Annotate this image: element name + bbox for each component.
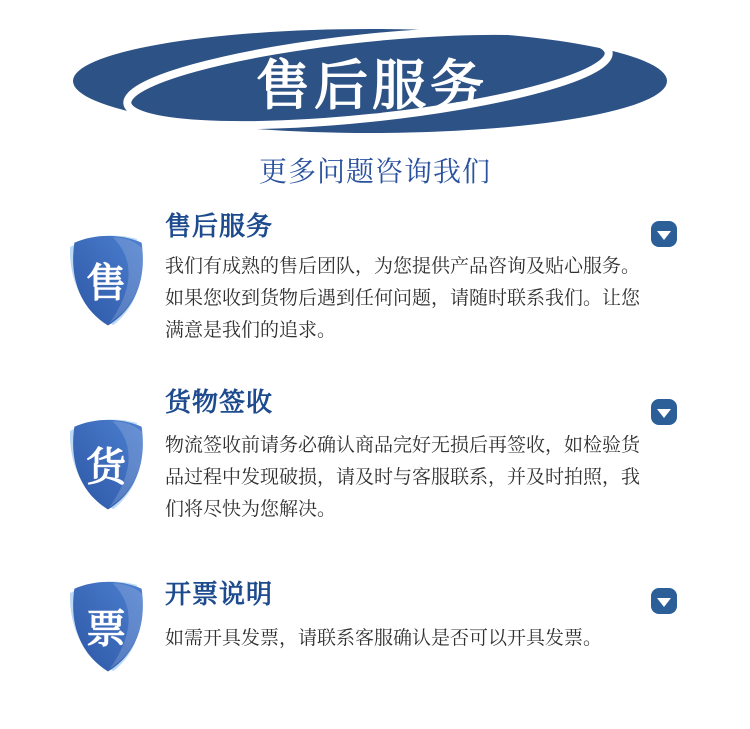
shield-badge-icon bbox=[62, 414, 154, 514]
section-body bbox=[165, 251, 640, 347]
body-line: 如果您收到货物后遇到任何问题，请随时联系我们。让您 bbox=[165, 288, 641, 309]
shield-char: 票 bbox=[86, 607, 127, 652]
body-line: 品过程中发现破损，请及时与客服联系，并及时拍照，我 bbox=[165, 467, 641, 488]
body-line: 们将尽快为您解决。 bbox=[165, 499, 337, 520]
shield-char: 货 bbox=[86, 445, 127, 490]
shield-char: 售 bbox=[86, 261, 127, 306]
collapse-button[interactable] bbox=[651, 588, 677, 614]
section-title: 售后服务 bbox=[165, 211, 274, 241]
body-line: 如需开具发票，请联系客服确认是否可以开具发票。 bbox=[165, 628, 603, 649]
collapse-button[interactable] bbox=[651, 399, 677, 425]
banner-title: 售后服务 bbox=[256, 55, 488, 116]
shield-badge-icon bbox=[62, 576, 154, 676]
section-title: 开票说明 bbox=[165, 579, 274, 609]
banner bbox=[70, 27, 670, 137]
section-body bbox=[165, 623, 602, 655]
body-line: 物流签收前请务必确认商品完好无损后再签收，如检验货 bbox=[165, 435, 641, 456]
section-body bbox=[165, 430, 640, 526]
shield-badge-icon bbox=[62, 230, 154, 330]
subtitle: 更多问题咨询我们 bbox=[258, 156, 491, 187]
body-line: 我们有成熟的售后团队，为您提供产品咨询及贴心服务。 bbox=[165, 256, 641, 277]
collapse-button[interactable] bbox=[651, 221, 677, 247]
chevron-down-icon bbox=[657, 409, 671, 418]
body-line: 满意是我们的追求。 bbox=[165, 320, 337, 341]
chevron-down-icon bbox=[657, 231, 671, 240]
chevron-down-icon bbox=[657, 598, 671, 607]
section-title: 货物签收 bbox=[165, 387, 274, 417]
